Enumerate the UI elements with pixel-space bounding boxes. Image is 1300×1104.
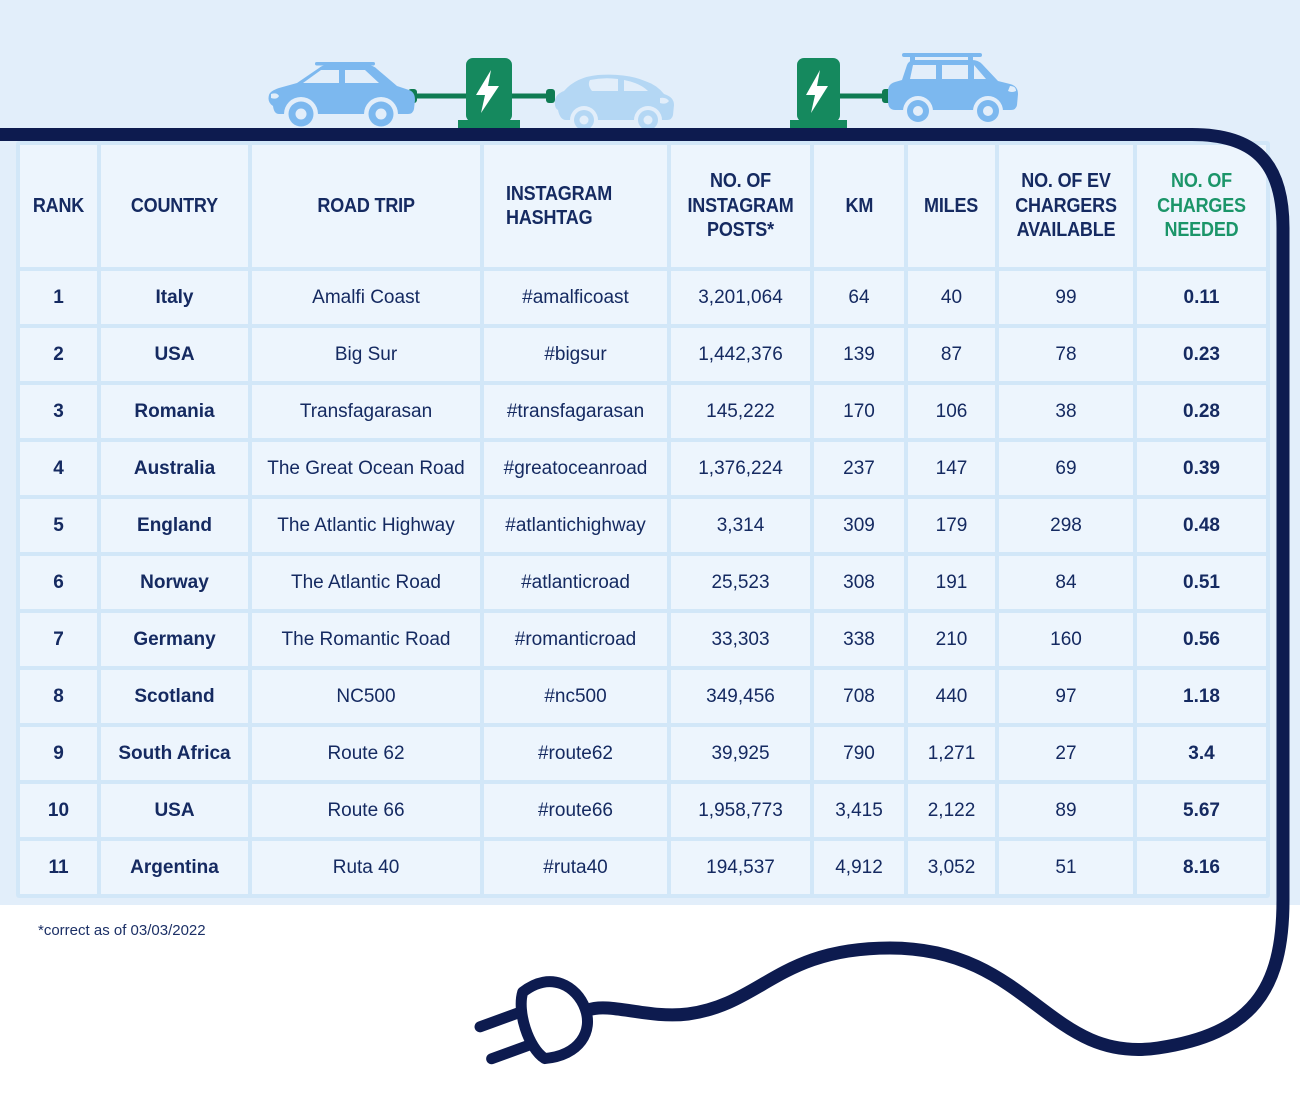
cell-charges: 0.23 — [1137, 328, 1266, 381]
table-row — [20, 784, 1266, 837]
cell-km: 170 — [814, 385, 904, 438]
cell-chargers: 84 — [999, 556, 1133, 609]
cell-rank: 7 — [20, 613, 97, 666]
cell-hashtag: #route66 — [484, 784, 667, 837]
cell-posts: 145,222 — [671, 385, 810, 438]
cell-miles: 40 — [908, 271, 995, 324]
cell-charges: 0.56 — [1137, 613, 1266, 666]
cell-road-trip: Amalfi Coast — [252, 271, 480, 324]
cell-miles: 440 — [908, 670, 995, 723]
cell-country: England — [101, 499, 248, 552]
cell-rank: 6 — [20, 556, 97, 609]
cell-posts: 1,376,224 — [671, 442, 810, 495]
cell-km: 338 — [814, 613, 904, 666]
table-body — [20, 271, 1266, 894]
cell-country: USA — [101, 328, 248, 381]
cell-country: USA — [101, 784, 248, 837]
cell-charges: 8.16 — [1137, 841, 1266, 894]
column-header-miles: MILES — [908, 145, 995, 267]
cell-rank: 8 — [20, 670, 97, 723]
cell-chargers: 38 — [999, 385, 1133, 438]
cell-hashtag: #ruta40 — [484, 841, 667, 894]
cell-hashtag: #bigsur — [484, 328, 667, 381]
power-plug-icon — [473, 971, 597, 1077]
cell-km: 3,415 — [814, 784, 904, 837]
cell-chargers: 89 — [999, 784, 1133, 837]
cell-rank: 5 — [20, 499, 97, 552]
cell-chargers: 51 — [999, 841, 1133, 894]
cell-km: 237 — [814, 442, 904, 495]
column-header-charges-needed: NO. OF CHARGES NEEDED — [1137, 145, 1266, 267]
cell-chargers: 27 — [999, 727, 1133, 780]
table-header-row — [20, 145, 1266, 267]
cell-road-trip: The Atlantic Highway — [252, 499, 480, 552]
column-header-road-trip: ROAD TRIP — [252, 145, 480, 267]
table-row — [20, 271, 1266, 324]
cell-chargers: 298 — [999, 499, 1133, 552]
cell-country: Norway — [101, 556, 248, 609]
cell-miles: 210 — [908, 613, 995, 666]
cell-country: Italy — [101, 271, 248, 324]
cell-chargers: 97 — [999, 670, 1133, 723]
column-header-ev-chargers: NO. OF EV CHARGERS AVAILABLE — [999, 145, 1133, 267]
table-row — [20, 613, 1266, 666]
cell-charges: 5.67 — [1137, 784, 1266, 837]
column-header-km: KM — [814, 145, 904, 267]
cell-hashtag: #nc500 — [484, 670, 667, 723]
cell-km: 139 — [814, 328, 904, 381]
cell-posts: 194,537 — [671, 841, 810, 894]
cell-km: 790 — [814, 727, 904, 780]
table-row — [20, 556, 1266, 609]
cell-hashtag: #transfagarasan — [484, 385, 667, 438]
cell-road-trip: Route 62 — [252, 727, 480, 780]
cell-miles: 106 — [908, 385, 995, 438]
cell-posts: 349,456 — [671, 670, 810, 723]
cell-hashtag: #route62 — [484, 727, 667, 780]
column-header-instagram-posts: NO. OF INSTAGRAM POSTS* — [671, 145, 810, 267]
cell-rank: 3 — [20, 385, 97, 438]
cell-charges: 0.28 — [1137, 385, 1266, 438]
cell-chargers: 160 — [999, 613, 1133, 666]
cell-km: 309 — [814, 499, 904, 552]
cell-road-trip: The Great Ocean Road — [252, 442, 480, 495]
cell-hashtag: #atlanticroad — [484, 556, 667, 609]
cell-road-trip: Big Sur — [252, 328, 480, 381]
cell-road-trip: The Atlantic Road — [252, 556, 480, 609]
cell-charges: 3.4 — [1137, 727, 1266, 780]
footnote: *correct as of 03/03/2022 — [38, 922, 206, 939]
table-row — [20, 670, 1266, 723]
cell-chargers: 69 — [999, 442, 1133, 495]
table-row — [20, 328, 1266, 381]
cell-posts: 1,442,376 — [671, 328, 810, 381]
cell-rank: 1 — [20, 271, 97, 324]
cell-km: 708 — [814, 670, 904, 723]
cell-miles: 2,122 — [908, 784, 995, 837]
cell-hashtag: #atlantichighway — [484, 499, 667, 552]
cell-posts: 3,201,064 — [671, 271, 810, 324]
cell-rank: 4 — [20, 442, 97, 495]
cell-rank: 10 — [20, 784, 97, 837]
cell-country: Argentina — [101, 841, 248, 894]
cell-country: South Africa — [101, 727, 248, 780]
cell-road-trip: NC500 — [252, 670, 480, 723]
cell-charges: 1.18 — [1137, 670, 1266, 723]
cell-km: 64 — [814, 271, 904, 324]
cell-road-trip: Ruta 40 — [252, 841, 480, 894]
cell-hashtag: #greatoceanroad — [484, 442, 667, 495]
cell-country: Romania — [101, 385, 248, 438]
table-row — [20, 499, 1266, 552]
cell-posts: 33,303 — [671, 613, 810, 666]
table-row — [20, 385, 1266, 438]
cell-road-trip: The Romantic Road — [252, 613, 480, 666]
cell-hashtag: #romanticroad — [484, 613, 667, 666]
cell-rank: 2 — [20, 328, 97, 381]
cell-chargers: 78 — [999, 328, 1133, 381]
cell-km: 308 — [814, 556, 904, 609]
cell-country: Germany — [101, 613, 248, 666]
cell-miles: 147 — [908, 442, 995, 495]
cell-charges: 0.51 — [1137, 556, 1266, 609]
column-header-rank: RANK — [20, 145, 97, 267]
cell-road-trip: Route 66 — [252, 784, 480, 837]
cell-miles: 1,271 — [908, 727, 995, 780]
cell-miles: 191 — [908, 556, 995, 609]
cell-posts: 25,523 — [671, 556, 810, 609]
cell-miles: 179 — [908, 499, 995, 552]
cell-charges: 0.39 — [1137, 442, 1266, 495]
cell-road-trip: Transfagarasan — [252, 385, 480, 438]
table-row — [20, 841, 1266, 894]
cell-country: Australia — [101, 442, 248, 495]
cell-miles: 87 — [908, 328, 995, 381]
road-trip-table — [16, 141, 1270, 898]
cell-hashtag: #amalficoast — [484, 271, 667, 324]
cell-rank: 9 — [20, 727, 97, 780]
cell-posts: 1,958,773 — [671, 784, 810, 837]
cell-posts: 3,314 — [671, 499, 810, 552]
cell-rank: 11 — [20, 841, 97, 894]
cell-charges: 0.48 — [1137, 499, 1266, 552]
cell-charges: 0.11 — [1137, 271, 1266, 324]
cell-miles: 3,052 — [908, 841, 995, 894]
cell-chargers: 99 — [999, 271, 1133, 324]
column-header-country: COUNTRY — [101, 145, 248, 267]
table-row — [20, 727, 1266, 780]
table-row — [20, 442, 1266, 495]
cell-km: 4,912 — [814, 841, 904, 894]
cell-country: Scotland — [101, 670, 248, 723]
column-header-instagram-hashtag: INSTAGRAM HASHTAG — [484, 145, 667, 267]
cell-posts: 39,925 — [671, 727, 810, 780]
